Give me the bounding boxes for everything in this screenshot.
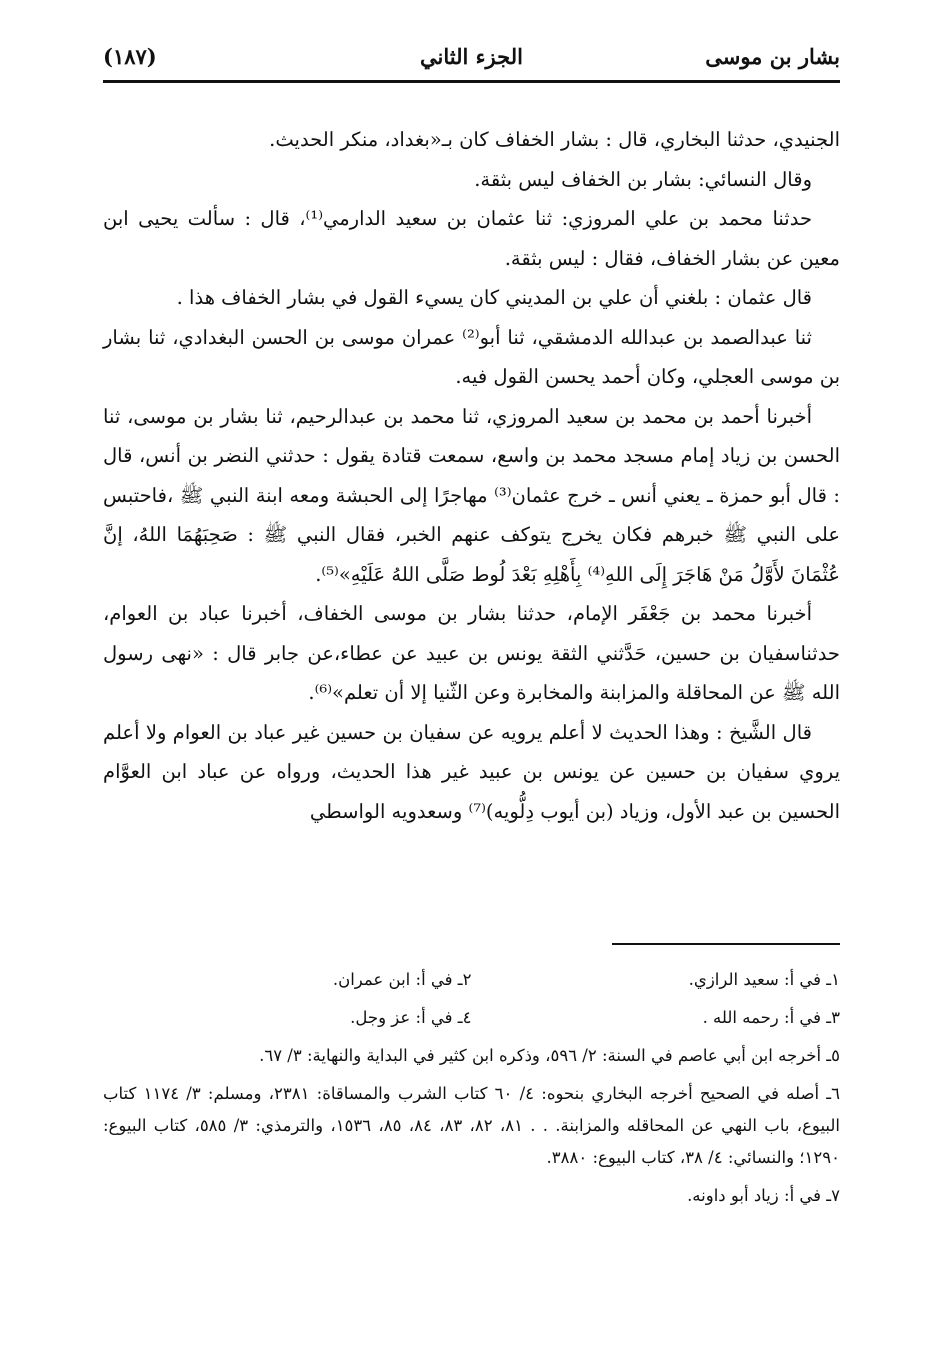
header-rule	[103, 80, 840, 83]
paragraph: أخبرنا أحمد بن محمد بن سعيد المروزي، ثنا محمد بن عبدالرحيم، ثنا بشار بن موسى، ثنا الحسن بن زياد إمام مسجد محمد بن واسع، سمعت قتادة يقول : حدثني النضر بن أنس، قال : قال أبو حمزة ـ يعني أنس ـ خرج عثمان⁽³⁾ مهاجرًا إلى الحبشة ومعه ابنة النبي ﷺ ،فاحتبس على النبي ﷺ خبرهم فكان يخرج يتوكف عنهم الخبر، فقال النبي ﷺ : صَحِبَهُمَا اللهُ، إنَّ عُثْمَانَ لأَوَّلُ مَنْ هَاجَرَ إِلَى اللهِ⁽⁴⁾ بِأَهْلِهِ بَعْدَ لُوط صَلَّى اللهُ عَلَيْهِ»⁽⁵⁾.	[103, 404, 840, 586]
footnote-2: ٢ـ في أ: ابن عمران.	[332, 970, 472, 989]
paragraph: الجنيدي، حدثنا البخاري، قال : بشار الخفاف كان بـ«بغداد، منكر الحديث.	[269, 128, 840, 151]
footnotes	[103, 958, 840, 1218]
running-header	[103, 40, 840, 80]
footnote-rule	[612, 943, 840, 945]
header-author: بشار بن موسى	[705, 44, 840, 69]
footnote-6: ٦ـ أصله في الصحيح أخرجه البخاري بنحوه: ٤/ ٦٠ كتاب الشرب والمساقاة: ٢٣٨١، ومسلم: ٣/ ١١٧٤ كتاب البيوع، باب النهي عن المحاقله والمزابنة. . . ٨١، ٨٢، ٨٣، ٨٤، ٨٥، ١٥٣٦، والترمذي: ٣/ ٥٨٥، كتاب البيوع: ١٢٩٠؛ والنسائي: ٤/ ٣٨، كتاب البيوع: ٣٨٨٠.	[103, 1084, 841, 1167]
paragraph: ثنا عبدالصمد بن عبدالله الدمشقي، ثنا أبو⁽²⁾ عمران موسى بن الحسن البغدادي، ثنا بشار بن موسى العجلي، وكان أحمد يحسن القول فيه.	[103, 325, 840, 388]
footnote-4: ٤ـ في أ: عز وجل.	[350, 1008, 472, 1027]
paragraph: قال عثمان : بلغني أن علي بن المديني كان يسيء القول في بشار الخفاف هذا .	[176, 286, 812, 309]
paragraph: حدثنا محمد بن علي المروزي: ثنا عثمان بن سعيد الدارمي⁽¹⁾، قال : سألت يحيى ابن معين عن بشار الخفاف، فقال : ليس بثقة.	[103, 207, 840, 270]
main-text	[103, 120, 840, 831]
paragraph: أخبرنا محمد بن جَعْفَر الإمام، حدثنا بشار بن موسى الخفاف، أخبرنا عباد بن العوام، حدثناسفيان بن حسين، حَدَّثني الثقة يونس بن عبيد عن عطاء،عن جابر قال : «نهى رسول الله ﷺ عن المحاقلة والمزابنة والمخابرة وعن الثّنيا إلا أن تعلم»⁽⁶⁾.	[103, 602, 840, 704]
footnote-row	[103, 964, 840, 996]
footnote-7: ٧ـ في أ: زياد أبو داونه.	[687, 1186, 840, 1205]
footnote-row	[103, 1002, 840, 1034]
paragraph: وقال النسائي: بشار بن الخفاف ليس بثقة.	[474, 167, 812, 191]
paragraph: قال الشَّيخ : وهذا الحديث لا أعلم يرويه عن سفيان بن حسين غير عباد بن العوام ولا أعلم يروي سفيان بن حسين عن يونس بن عبيد غير هذا الحديث، ورواه عن عباد ابن العوَّام الحسين بن عبد الأول، وزياد (بن أيوب دِلُّويه)⁽⁷⁾ وسعدويه الواسطي	[103, 720, 840, 823]
header-part: الجزء الثاني	[420, 44, 523, 69]
footnote-1: ١ـ في أ: سعيد الرازي.	[688, 970, 840, 989]
page-number: (١٨٧)	[103, 44, 157, 69]
footnote-5: ٥ـ أخرجه ابن أبي عاصم في السنة: ٢/ ٥٩٦، وذكره ابن كثير في البداية والنهاية: ٣/ ٦٧.	[259, 1046, 840, 1065]
footnote-3: ٣ـ في أ: رحمه الله .	[702, 1008, 840, 1027]
